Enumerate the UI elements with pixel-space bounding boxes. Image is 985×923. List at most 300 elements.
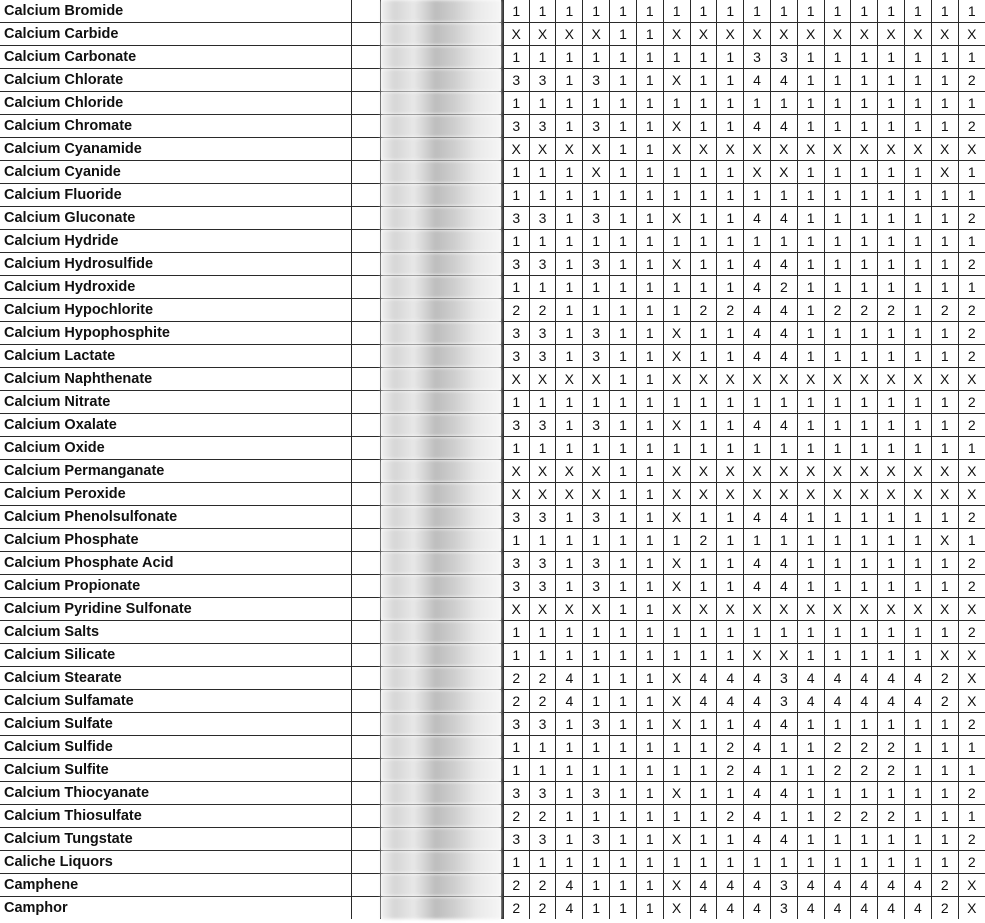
rating-cell: 1 [905, 575, 932, 598]
rating-cell: X [529, 460, 556, 483]
table-row [0, 115, 985, 138]
rating-cell: X [744, 161, 771, 184]
rating-cell: X [663, 460, 690, 483]
rating-cell: 4 [770, 253, 797, 276]
rating-cell: 4 [770, 828, 797, 851]
rating-cell: 1 [636, 713, 663, 736]
spacer-cell [351, 828, 380, 851]
spacer-cell [351, 621, 380, 644]
rating-cell: 1 [529, 736, 556, 759]
rating-cell: 1 [690, 253, 717, 276]
rating-cell: 1 [583, 644, 610, 667]
rating-cell: X [529, 598, 556, 621]
rating-cell: X [663, 207, 690, 230]
rating-cell: 2 [851, 299, 878, 322]
rating-cell: 4 [905, 690, 932, 713]
rating-cell: X [502, 23, 529, 46]
table-row [0, 391, 985, 414]
chemical-name-cell: Calcium Lactate [0, 345, 351, 368]
rating-cell: X [663, 69, 690, 92]
rating-cell: 1 [770, 529, 797, 552]
redacted-cas-cell [380, 23, 502, 46]
rating-cell: 3 [502, 207, 529, 230]
spacer-cell [351, 575, 380, 598]
chemical-name-cell: Calcium Phosphate [0, 529, 351, 552]
rating-cell: 1 [797, 552, 824, 575]
rating-cell: 1 [905, 345, 932, 368]
rating-cell: 1 [905, 759, 932, 782]
rating-cell: 1 [797, 69, 824, 92]
rating-cell: X [663, 322, 690, 345]
rating-cell: X [663, 598, 690, 621]
rating-cell: 1 [717, 851, 744, 874]
rating-cell: 1 [851, 782, 878, 805]
redacted-cas-cell [380, 299, 502, 322]
rating-cell: 1 [797, 621, 824, 644]
rating-cell: 1 [851, 575, 878, 598]
rating-cell: 1 [851, 552, 878, 575]
rating-cell: 1 [717, 506, 744, 529]
rating-cell: 1 [636, 322, 663, 345]
rating-cell: 1 [690, 207, 717, 230]
rating-cell: 1 [556, 759, 583, 782]
rating-cell: 1 [663, 851, 690, 874]
rating-cell: 1 [690, 46, 717, 69]
rating-cell: 1 [717, 621, 744, 644]
rating-cell: 1 [770, 759, 797, 782]
redacted-cas-cell [380, 46, 502, 69]
rating-cell: 1 [958, 0, 985, 23]
rating-cell: 2 [958, 299, 985, 322]
redacted-cas-cell [380, 0, 502, 23]
spacer-cell [351, 851, 380, 874]
rating-cell: 4 [744, 713, 771, 736]
rating-cell: 1 [878, 230, 905, 253]
rating-cell: 1 [744, 529, 771, 552]
rating-cell: 1 [529, 276, 556, 299]
rating-cell: 2 [502, 897, 529, 920]
rating-cell: 3 [583, 414, 610, 437]
rating-cell: X [967, 900, 977, 916]
rating-cell: 1 [797, 207, 824, 230]
rating-cell: X [717, 23, 744, 46]
rating-cell: 1 [851, 207, 878, 230]
chemical-name-cell: Calcium Carbonate [0, 46, 351, 69]
rating-cell: 1 [502, 161, 529, 184]
spacer-cell [351, 69, 380, 92]
rating-cell: 1 [636, 230, 663, 253]
chemical-name-cell: Calcium Salts [0, 621, 351, 644]
rating-cell: 1 [824, 322, 851, 345]
rating-cell: 1 [851, 69, 878, 92]
rating-cell: 1 [556, 299, 583, 322]
rating-cell: 2 [878, 759, 905, 782]
rating-cell: 3 [529, 782, 556, 805]
rating-cell: 3 [583, 828, 610, 851]
rating-cell: 1 [797, 805, 824, 828]
rating-cell: 4 [744, 736, 771, 759]
rating-cell: X [583, 598, 610, 621]
rating-cell: 1 [610, 483, 637, 506]
rating-cell: 1 [931, 391, 958, 414]
rating-cell: 1 [797, 391, 824, 414]
rating-cell: 2 [502, 690, 529, 713]
rating-cell: 1 [905, 299, 932, 322]
rating-cell: 1 [878, 506, 905, 529]
rating-cell: 1 [797, 0, 824, 23]
rating-cell: 4 [744, 322, 771, 345]
spacer-cell [351, 138, 380, 161]
rating-cell: 1 [636, 529, 663, 552]
rating-cell: 1 [610, 828, 637, 851]
spacer-cell [351, 782, 380, 805]
rating-cell: 2 [529, 299, 556, 322]
rating-cell: 1 [905, 736, 932, 759]
rating-cell: 1 [851, 345, 878, 368]
rating-cell: X [824, 598, 851, 621]
rating-cell: 1 [663, 0, 690, 23]
rating-cell: 1 [744, 851, 771, 874]
table-row [0, 437, 985, 460]
rating-cell: 1 [636, 207, 663, 230]
chemical-name-cell: Calcium Propionate [0, 575, 351, 598]
rating-cell: 1 [717, 828, 744, 851]
rating-cell: 1 [556, 184, 583, 207]
rating-cell: 2 [958, 828, 985, 851]
rating-cell: 3 [770, 46, 797, 69]
redacted-cas-cell [380, 460, 502, 483]
rating-cell: X [663, 414, 690, 437]
rating-cell: 1 [797, 322, 824, 345]
rating-cell: 1 [878, 851, 905, 874]
rating-cell: 4 [770, 69, 797, 92]
table-row [0, 782, 985, 805]
chemical-name-cell: Calcium Cyanide [0, 161, 351, 184]
rating-cell: 1 [931, 805, 958, 828]
rating-cell: 1 [636, 253, 663, 276]
rating-cell: X [529, 483, 556, 506]
rating-cell: 1 [824, 345, 851, 368]
rating-cell: 1 [797, 529, 824, 552]
rating-cell: 1 [690, 851, 717, 874]
rating-cell: X [770, 644, 797, 667]
rating-cell: 1 [610, 736, 637, 759]
rating-cell: 1 [502, 851, 529, 874]
rating-cell: 1 [556, 276, 583, 299]
rating-cell: 1 [663, 391, 690, 414]
rating-cell: 1 [958, 529, 985, 552]
rating-cell: 1 [797, 253, 824, 276]
rating-cell: 4 [690, 690, 717, 713]
rating-cell: X [770, 161, 797, 184]
rating-cell: 1 [583, 46, 610, 69]
rating-cell: 4 [744, 782, 771, 805]
rating-cell: X [744, 138, 771, 161]
rating-cell: 1 [905, 621, 932, 644]
rating-cell: 4 [744, 69, 771, 92]
spacer-cell [351, 92, 380, 115]
rating-cell: X [905, 483, 932, 506]
rating-cell: 1 [958, 437, 985, 460]
rating-cell: X [663, 345, 690, 368]
rating-cell: 1 [529, 621, 556, 644]
chemical-name-cell: Calcium Hypochlorite [0, 299, 351, 322]
rating-cell: 1 [610, 253, 637, 276]
rating-cell: 1 [610, 138, 637, 161]
rating-cell: 1 [824, 92, 851, 115]
rating-cell: X [824, 460, 851, 483]
table-row [0, 552, 985, 575]
rating-cell: 2 [851, 736, 878, 759]
rating-cell: 1 [931, 345, 958, 368]
rating-cell: 4 [851, 667, 878, 690]
rating-cell: 1 [905, 713, 932, 736]
rating-cell: 4 [744, 805, 771, 828]
rating-cell: X [717, 138, 744, 161]
rating-cell: X [851, 138, 878, 161]
rating-cell: 1 [770, 0, 797, 23]
rating-cell: 1 [878, 345, 905, 368]
spacer-cell [351, 690, 380, 713]
rating-cell: 1 [878, 621, 905, 644]
rating-cell: 1 [636, 368, 663, 391]
rating-cell: 1 [502, 230, 529, 253]
table-row [0, 368, 985, 391]
rating-cell: 1 [905, 828, 932, 851]
rating-cell: 1 [663, 437, 690, 460]
chemical-name-cell: Calcium Hypophosphite [0, 322, 351, 345]
rating-cell: 1 [770, 736, 797, 759]
rating-cell: 2 [958, 782, 985, 805]
redacted-cas-cell [380, 575, 502, 598]
rating-cell: 1 [824, 621, 851, 644]
rating-cell: 4 [797, 690, 824, 713]
rating-cell: X [502, 368, 529, 391]
rating-cell: 1 [958, 276, 985, 299]
rating-cell: 3 [529, 414, 556, 437]
rating-cell: 1 [636, 92, 663, 115]
spacer-cell [351, 276, 380, 299]
rating-cell: 2 [770, 276, 797, 299]
rating-cell: 1 [663, 805, 690, 828]
rating-cell: X [770, 598, 797, 621]
rating-cell: X [905, 460, 932, 483]
redacted-cas-cell [380, 207, 502, 230]
rating-cell: 3 [502, 253, 529, 276]
rating-cell: 1 [690, 782, 717, 805]
rating-cell: 1 [797, 184, 824, 207]
rating-cell: 1 [824, 782, 851, 805]
rating-cell: 3 [583, 506, 610, 529]
rating-cell: 4 [744, 759, 771, 782]
rating-cell: 1 [636, 805, 663, 828]
rating-cell: 1 [717, 575, 744, 598]
rating-cell: 1 [663, 299, 690, 322]
rating-cell: X [529, 23, 556, 46]
spacer-cell [351, 46, 380, 69]
rating-cell: 2 [529, 874, 556, 897]
rating-cell: 1 [690, 391, 717, 414]
rating-cell: 4 [878, 897, 905, 920]
rating-cell: 1 [636, 437, 663, 460]
rating-cell: 1 [878, 207, 905, 230]
rating-cell: X [958, 644, 985, 667]
rating-cell: 1 [610, 644, 637, 667]
rating-cell: 3 [529, 207, 556, 230]
spacer-cell [351, 322, 380, 345]
rating-cell: 1 [717, 161, 744, 184]
rating-cell: 1 [931, 851, 958, 874]
rating-cell: 4 [744, 667, 771, 690]
rating-cell: 3 [529, 575, 556, 598]
rating-cell: 1 [583, 874, 610, 897]
rating-cell: X [583, 368, 610, 391]
rating-cell: 1 [556, 575, 583, 598]
rating-cell: 1 [905, 276, 932, 299]
rating-cell: 4 [770, 552, 797, 575]
rating-cell: X [958, 368, 985, 391]
rating-cell: 1 [797, 115, 824, 138]
rating-cell: 1 [851, 437, 878, 460]
chemical-name-cell: Calcium Oxalate [0, 414, 351, 437]
rating-cell: 1 [717, 782, 744, 805]
rating-cell: 1 [931, 552, 958, 575]
table-row [0, 92, 985, 115]
rating-cell: 4 [744, 690, 771, 713]
table-row [0, 276, 985, 299]
rating-cell: 1 [878, 184, 905, 207]
rating-cell: 1 [931, 0, 958, 23]
rating-cell: 4 [690, 874, 717, 897]
rating-cell: 1 [610, 621, 637, 644]
rating-cell: 1 [663, 276, 690, 299]
rating-cell: 1 [583, 759, 610, 782]
rating-cell: 2 [851, 759, 878, 782]
rating-cell: 1 [905, 69, 932, 92]
rating-cell: 1 [931, 253, 958, 276]
spacer-cell [351, 23, 380, 46]
rating-cell: 4 [744, 575, 771, 598]
rating-cell: 1 [556, 69, 583, 92]
rating-cell: 1 [905, 437, 932, 460]
rating-cell: 3 [502, 414, 529, 437]
rating-cell: 3 [502, 345, 529, 368]
rating-cell: 1 [690, 230, 717, 253]
rating-cell: 1 [636, 644, 663, 667]
rating-cell: 3 [529, 506, 556, 529]
rating-cell: 1 [958, 230, 985, 253]
rating-cell: X [958, 874, 985, 897]
rating-cell: 1 [797, 575, 824, 598]
table-row [0, 69, 985, 92]
rating-cell: 1 [744, 437, 771, 460]
rating-cell: 1 [958, 92, 985, 115]
rating-cell: 1 [556, 437, 583, 460]
rating-cell: 1 [663, 184, 690, 207]
rating-cell: 3 [529, 345, 556, 368]
redacted-cas-cell [380, 115, 502, 138]
rating-cell: X [717, 483, 744, 506]
table-row [0, 345, 985, 368]
rating-cell: 1 [905, 207, 932, 230]
rating-cell: 1 [636, 391, 663, 414]
rating-cell: 1 [824, 161, 851, 184]
chemical-name-cell: Calcium Permanganate [0, 460, 351, 483]
rating-cell: 1 [636, 276, 663, 299]
rating-cell: 1 [717, 644, 744, 667]
spacer-cell [351, 230, 380, 253]
rating-cell: 4 [717, 874, 744, 897]
rating-cell: 1 [797, 230, 824, 253]
rating-cell: 1 [610, 161, 637, 184]
spacer-cell [351, 161, 380, 184]
rating-cell: 1 [824, 552, 851, 575]
rating-cell: 1 [636, 690, 663, 713]
rating-cell: X [663, 713, 690, 736]
rating-cell: 1 [502, 644, 529, 667]
rating-cell: 1 [824, 276, 851, 299]
rating-cell: 1 [610, 874, 637, 897]
rating-cell: X [663, 667, 690, 690]
rating-cell: 1 [717, 92, 744, 115]
rating-cell: 1 [931, 506, 958, 529]
rating-cell: 1 [905, 414, 932, 437]
rating-cell: 2 [958, 575, 985, 598]
rating-cell: 1 [636, 0, 663, 23]
rating-cell: X [851, 460, 878, 483]
rating-cell: 1 [905, 805, 932, 828]
rating-cell: 2 [502, 667, 529, 690]
rating-cell: 4 [851, 690, 878, 713]
rating-cell: 2 [690, 299, 717, 322]
rating-cell: 3 [744, 46, 771, 69]
rating-cell: 1 [690, 437, 717, 460]
rating-cell: 1 [770, 184, 797, 207]
rating-cell: 4 [744, 414, 771, 437]
rating-cell: X [931, 598, 958, 621]
rating-cell: 1 [905, 644, 932, 667]
rating-cell: 4 [556, 690, 583, 713]
rating-cell: 4 [556, 667, 583, 690]
rating-cell: 1 [931, 782, 958, 805]
rating-cell: 1 [717, 437, 744, 460]
rating-cell: 1 [556, 0, 583, 23]
rating-cell: 1 [610, 897, 637, 920]
spacer-cell [351, 874, 380, 897]
rating-cell: 1 [905, 230, 932, 253]
rating-cell: 1 [770, 391, 797, 414]
table-row [0, 759, 985, 782]
rating-cell: X [797, 598, 824, 621]
table-row [0, 299, 985, 322]
rating-cell: 1 [824, 253, 851, 276]
rating-cell: 3 [529, 322, 556, 345]
rating-cell: 1 [636, 299, 663, 322]
redacted-cas-cell [380, 368, 502, 391]
rating-cell: 2 [958, 207, 985, 230]
rating-cell: 1 [636, 897, 663, 920]
chemical-name-cell: Calcium Chromate [0, 115, 351, 138]
rating-cell: 4 [824, 690, 851, 713]
rating-cell: 1 [851, 621, 878, 644]
table-row [0, 0, 985, 23]
rating-cell: 4 [878, 874, 905, 897]
rating-cell: 1 [610, 92, 637, 115]
rating-cell: 1 [851, 184, 878, 207]
rating-cell: 1 [905, 0, 932, 23]
rating-cell: 1 [583, 92, 610, 115]
rating-cell: 3 [770, 897, 797, 920]
